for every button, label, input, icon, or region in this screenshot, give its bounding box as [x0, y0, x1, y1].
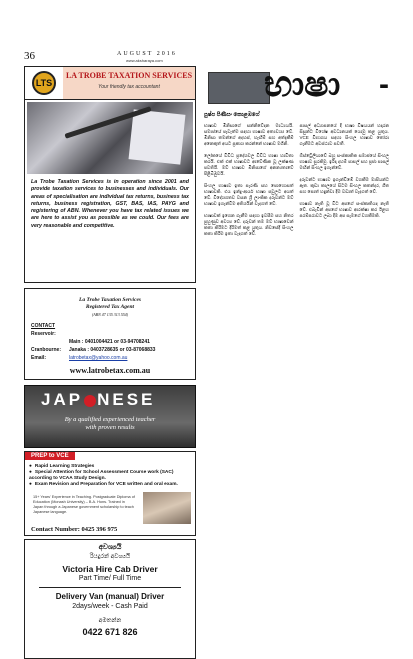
abn-number: (ABN 47 135 313 554) [91, 312, 129, 317]
masthead-band [208, 72, 270, 104]
contact-rows [25, 318, 195, 366]
teacher-photo [143, 492, 191, 524]
latrobe-contact-card [24, 288, 196, 380]
latrobe-website-link[interactable]: www.latrobetax.com.au [69, 366, 151, 375]
japanese-subtitle [25, 416, 195, 432]
contact-label-row [31, 322, 189, 330]
van-job-terms: 2days/week - Cash Paid [72, 603, 148, 610]
japanese-word-start: JAP [41, 390, 84, 409]
latrobe-tax-ad [24, 66, 196, 283]
article-paragraph: ඕස්ට්‍රේලියාවේ බහු සංස්කෘතික සමාජයේ සිංහල භාෂාව සුරකිමු. ඉරිදා දහම් පාසල් සහ ප්‍රජා පාසල් මඟින් සිංහල ඉගැන්වේ. [299, 153, 389, 170]
article-title: භාෂා [264, 64, 341, 105]
reservoir-label: Reservoir: [31, 331, 56, 337]
article-paragraph: දරුවන්ට භාෂාව ඉගැන්වීමේ වගකීම මාපියන්ට ඇත. කුඩා කාලයේ සිටම සිංහල කතන්දර, ගීත සහ පොත් හඳුන්වා දීම වඩාත් වැදගත් වේ. [299, 177, 389, 194]
article-paragraph: සිංහල භාෂාව ඉතා පැරණි සහ පොහොසත් භාෂාවකි. එය ඉන්දු-ආර්ය භාෂා පවුලට අයත් වේ. විදේශගතව වසන ශ්‍රී ලාංකික දරුවන්ට මව් භාෂාව ඉගැන්වීම අතිශයින් වැදගත් වේ. [204, 183, 294, 206]
article-paragraph: පාසල් අධ්‍යාපනයේ දී භාෂා විෂයයන් හදාරන සිසුන්ට විශේෂ අවධානයක් යොමු කළ යුතුය. VCE විභාගය සඳහා සිංහල භාෂාව තෝරා ගැනීමට අවස්ථාව පවතී. [299, 123, 389, 146]
vce-title: PREP to VCE [25, 452, 75, 460]
cab-job-hours: Part Time/ Full Time [78, 575, 142, 582]
article-paragraph: භාෂාවක් ඉගෙන ගැනීම සඳහා ඉවසීම සහ නිතර පුහුණුව අවශ්‍ය වේ. දරුවන් තම මව් භාෂාවෙන් කතා කිරීමට දිරිමත් කළ යුතුය. නිවසේදී සිංහල කතා කිරීම ඉතා වැදගත් වේ. [204, 213, 294, 236]
latrobe-ad-tagline: Your friendly tax accountant [98, 84, 160, 90]
header-website: www.aksharaya.com [126, 58, 163, 63]
japanese-word-end: NESE [97, 390, 156, 409]
japanese-sub1: By a qualified experienced teacher [64, 416, 156, 423]
cab-contact-label: අමතන්න [98, 618, 122, 624]
email-link[interactable]: latrobetax@yahoo.com.au [69, 355, 128, 361]
cranbourne-row [31, 346, 189, 354]
japanese-tuition-ad [24, 385, 196, 448]
vce-list-item: ● Rapid Learning Strategies [29, 464, 191, 470]
article-paragraph: භාෂාව මිනිසාගේ සන්නිවේදන මාධ්‍යයයි. සමාජයේ පැවැත්ම සඳහා භාෂාව අත්‍යවශ්‍ය වේ. මිනිසා තමන්ගේ අදහස්, හැඟීම් සහ අත්දැකීම් අනෙකුත් අයට ප්‍රකාශ කරන්නේ භාෂාව මගිනි. [204, 123, 294, 146]
email-row [31, 354, 189, 362]
article-column [204, 66, 389, 243]
cab-sinhala-heading: අවශ්‍යයි [98, 544, 122, 551]
vce-teacher-note: 15+ Years' Experience in Teaching. Postgraduate Diploma of Education (Monash University) – B.A. Hons. Trained in Japan through a Japanese government scholarship to teach Japanese language. [33, 495, 135, 514]
vce-prep-ad [24, 451, 196, 536]
reservoir-phone: Main : 0401004421 or 03-94708241 [69, 339, 150, 345]
tax-form-image [129, 109, 186, 164]
rising-sun-icon [84, 395, 96, 407]
lts-logo [25, 67, 63, 99]
divider [39, 587, 181, 588]
cab-job-title: Victoria Hire Cab Driver [62, 564, 158, 574]
article-col-1 [204, 123, 294, 243]
email-label: Email: [31, 355, 47, 361]
cranbourne-phone: Janaka : 0403728635 or 03-87068833 [69, 347, 156, 353]
reservoir-row [31, 330, 189, 338]
cranbourne-label: Cranbourne: [31, 347, 61, 353]
latrobe-ad-body: La Trobe Taxation Services is in operation since 2001 and provide taxation services to businesses and individuals. Our areas of specialisation are individual tax returns, business tax returns, business registration, GST, BAS, IAS, PAYG and registering of ABN. Whenever you have tax related issues we are here to assist you as possible as we could. Our fees are very reasonable and competitive. [31, 179, 189, 229]
latrobe-ad-title: LA TROBE TAXATION SERVICES [65, 71, 193, 80]
latrobe-ad-title-box [63, 67, 195, 99]
article-col-2 [300, 123, 390, 243]
japanese-sub2: with proven results [85, 424, 135, 431]
latrobe-ad-header [25, 67, 195, 100]
calculator-photo [27, 102, 193, 174]
contact-card-heading [25, 289, 195, 318]
article-byline: පුෂ්ප පිණිසං කොළඹගේ [204, 112, 260, 118]
cab-sinhala-subheading: රියදුරන් අවශ්‍යයි [89, 554, 131, 560]
reservoir-phone-row [31, 338, 189, 346]
article-masthead [204, 66, 389, 110]
van-job-title: Delivery Van (manual) Driver [55, 592, 165, 601]
page-number: 36 [24, 50, 35, 62]
vce-list-item: ● Exam Revision and Preparation for VCE written and oral exam. [29, 482, 191, 488]
cab-phone: 0422 671 826 [82, 627, 138, 637]
masthead-dash: - [379, 68, 389, 101]
contact-label: CONTACT [31, 323, 56, 329]
lts-logo-icon: LTS [32, 71, 56, 95]
article-paragraph: භාෂාව නැති වූ විට අපගේ සංස්කෘතියද නැති වේ. එබැවින් අපගේ භාෂාව ආරක්ෂා කර ඊළඟ පරම්පරාවට ලබා දීම අප සැමගේ වගකීමකි. [299, 201, 389, 218]
business-name: La Trobe Taxation Services [78, 297, 142, 303]
article-body [204, 123, 389, 243]
registered-agent: Registered Tax Agent [85, 304, 135, 310]
vce-contact: Contact Number: 0425 396 975 [31, 526, 118, 533]
article-paragraph: ලෝකයේ විවිධ ප්‍රදේශවල විවිධ භාෂා හාවිතා කරයි. එක් එක් භාෂාවට ආවේණික වූ ලක්ෂණ පවතියි. මව් භාෂාව මිනිසාගේ අනන්‍යතාවේ පිළිබිඹුවයි. [204, 153, 294, 176]
vce-list [29, 464, 191, 488]
left-column [24, 66, 196, 659]
issue-month: AUGUST 2016 [117, 51, 177, 57]
vce-list-item: ● Special Attention for School Assessment Course work (SAC) according to VCAA Study Design. [29, 470, 191, 482]
cab-driver-ad [24, 539, 196, 659]
japanese-wordmark [41, 390, 155, 410]
